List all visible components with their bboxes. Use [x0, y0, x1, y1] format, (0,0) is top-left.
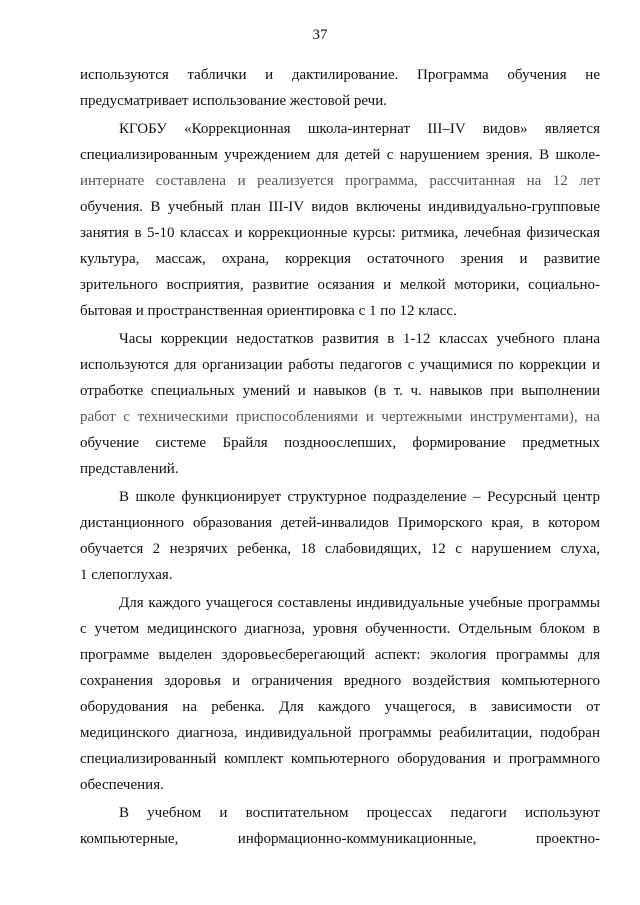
text-line: программе выделен здоровьесберегающий аспект: экология программы для — [80, 647, 600, 663]
text-line: используются таблички и дактилирование. Программа обучения не — [80, 67, 600, 83]
text-line: Для каждого учащегося составлены индивидуальные учебные программы — [119, 595, 600, 611]
text-line: отработке специальных умений и навыков (в т. ч. навыков при выполнении — [80, 383, 600, 399]
text-line: с учетом медицинского диагноза, уровня обученности. Отдельным блоком в — [80, 621, 600, 637]
text-line: Часы коррекции недостатков развития в 1-12 классах учебного плана — [119, 331, 600, 347]
text-line: используются для организации работы педагогов с учащимися по коррекции и — [80, 357, 600, 373]
text-line: специализированным учреждением для детей с нарушением зрения. В школе- — [80, 147, 600, 163]
text-line: дистанционного образования детей-инвалидов Приморского края, в котором — [80, 515, 600, 531]
text-line: оборудования на ребенка. Для каждого учащегося, в зависимости от — [80, 699, 600, 715]
text-line: специализированный комплект компьютерного оборудования и программного — [80, 751, 600, 767]
text-line: обучение системе Брайля поздноослепших, формирование предметных — [80, 435, 600, 451]
text-line: занятия в 5-10 классах и коррекционные курсы: ритмика, лечебная физическая — [80, 225, 600, 241]
text-line: 1 слепоглухая. — [80, 567, 173, 583]
text-line: обеспечения. — [80, 777, 164, 793]
text-line: работ с техническими приспособлениями и чертежными инструментами), на — [80, 409, 600, 425]
text-line: сохранения здоровья и ограничения вредного воздействия компьютерного — [80, 673, 600, 689]
text-line: интернате составлена и реализуется программа, рассчитанная на 12 лет — [80, 173, 600, 189]
text-line: компьютерные, информационно-коммуникационные, проектно- — [80, 831, 600, 847]
page-number: 37 — [312, 27, 328, 43]
text-line: обучается 2 незрячих ребенка, 18 слабовидящих, 12 с нарушением слуха, — [80, 541, 600, 557]
text-line: представлений. — [80, 461, 179, 477]
text-line: бытовая и пространственная ориентировка с 1 по 12 класс. — [80, 303, 457, 319]
text-line: В учебном и воспитательном процессах педагоги используют — [119, 805, 600, 821]
text-line: В школе функционирует структурное подразделение – Ресурсный центр — [119, 489, 600, 505]
text-line: предусматривает использование жестовой речи. — [80, 93, 387, 109]
text-line: КГОБУ «Коррекционная школа-интернат III–IV видов» является — [119, 121, 600, 137]
text-line: обучения. В учебный план III-IV видов включены индивидуально-групповые — [80, 199, 600, 215]
text-line: зрительного восприятия, развитие осязания и мелкой моторики, социально- — [80, 277, 600, 293]
text-line: культура, массаж, охрана, коррекция остаточного зрения и развитие — [80, 251, 600, 267]
text-line: медицинского диагноза, индивидуальной программы реабилитации, подобран — [80, 725, 600, 741]
